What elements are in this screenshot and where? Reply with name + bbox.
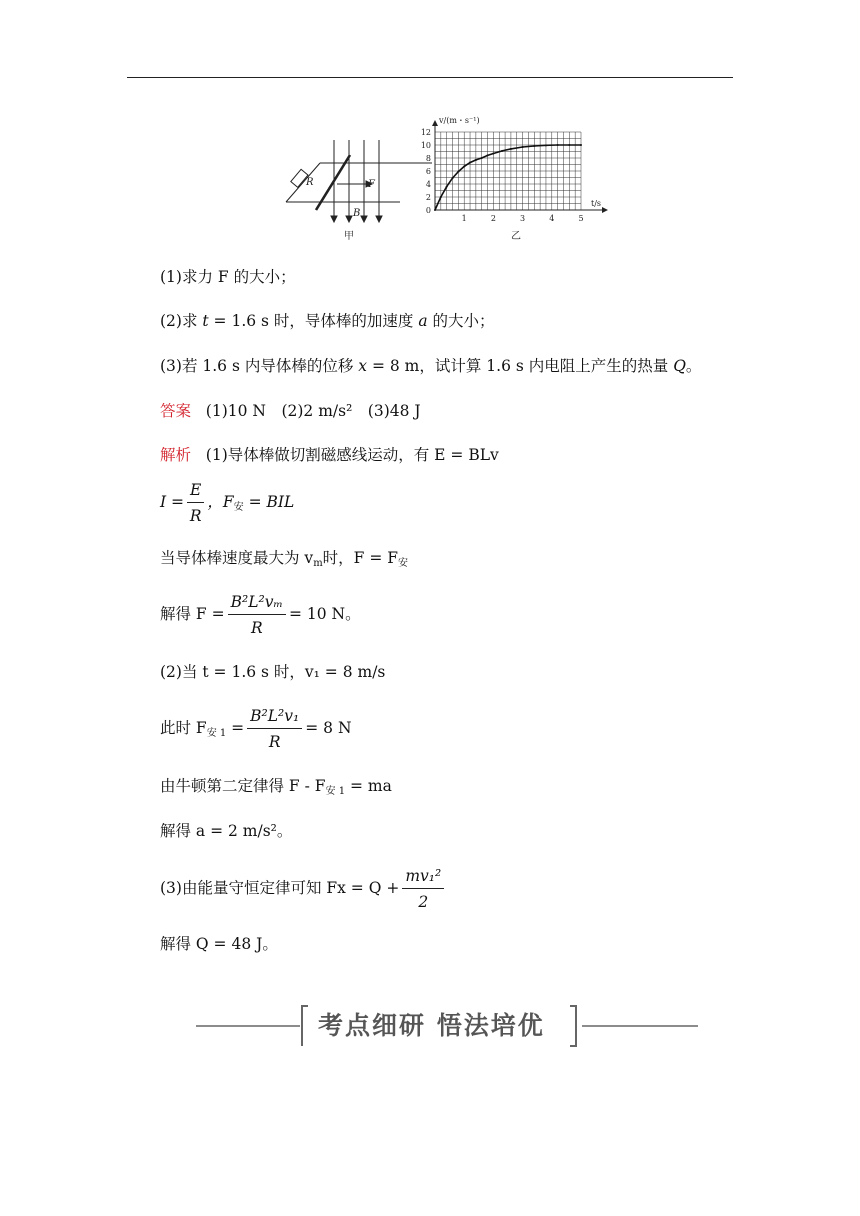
y-tick-label: 6 <box>425 167 431 176</box>
caption-yi: 乙 <box>511 231 521 242</box>
vt-data-point <box>557 144 559 146</box>
analysis-line-8: 解得 a = 2 m/s²。 <box>160 822 293 840</box>
caption-jia: 甲 <box>344 231 354 242</box>
vt-data-point <box>446 186 448 188</box>
label-r: R <box>306 177 314 188</box>
question-2: (2)求 t = 1.6 s 时，导体棒的加速度 a 的大小； <box>160 312 495 330</box>
analysis-line-1: 解析 (1)导体棒做切割磁感线运动，有 E = BLv <box>160 446 499 464</box>
analysis-line-7: 由牛顿第二定律得 F - $F_{安 1}$ = ma <box>160 777 392 797</box>
vt-data-point <box>440 196 442 198</box>
analysis-label: 解析 <box>160 446 192 464</box>
vt-graph <box>421 116 608 223</box>
question-3: (3)若 1.6 s 内导体棒的位移 x = 8 m，试计算 1.6 s 内电阻上产生的热量 Q。 <box>160 357 702 375</box>
question-1: (1)求力 F 的大小； <box>160 268 296 286</box>
section-banner-title: 考点细研 悟法培优 <box>318 1011 545 1040</box>
y-tick-label: 2 <box>425 193 431 202</box>
vt-data-point <box>469 162 471 164</box>
vt-data-point <box>492 152 494 154</box>
vt-data-point <box>568 144 570 146</box>
analysis-line-10: 解得 Q = 48 J。 <box>160 935 278 953</box>
y-tick-label: 8 <box>425 154 431 163</box>
vt-data-point <box>481 157 483 159</box>
vt-data-point <box>501 150 503 152</box>
header-rule <box>127 77 733 78</box>
vt-data-point <box>510 148 512 150</box>
y-tick-label: 0 <box>425 206 431 215</box>
y-tick-label: 10 <box>420 141 431 150</box>
vt-data-point <box>545 144 547 146</box>
vt-data-point <box>434 209 436 211</box>
analysis-line-3: 当导体棒速度最大为 $v_m$时，$F = F_安$ <box>160 549 409 569</box>
y-axis-label: v/(m・s⁻¹) <box>439 116 480 125</box>
label-f: F <box>368 179 375 190</box>
vt-data-point <box>533 145 535 147</box>
y-tick-label: 4 <box>425 180 431 189</box>
analysis-line-5: (2)当 t = 1.6 s 时，v₁ = 8 m/s <box>160 663 386 681</box>
x-tick-label: 3 <box>520 214 526 223</box>
x-tick-label: 4 <box>549 214 555 223</box>
answer-line <box>160 400 421 422</box>
y-tick-label: 12 <box>420 128 431 137</box>
answer-text: (1)10 N (2)2 m/s² (3)48 J <box>205 402 421 420</box>
label-b: B <box>353 208 361 219</box>
x-tick-label: 1 <box>461 214 467 223</box>
analysis-line-9: (3)由能量守恒定律可知 Fx = Q + $\frac{\text{mv₁²}}{2}$ <box>160 866 447 912</box>
x-tick-label: 5 <box>578 214 584 223</box>
x-tick-label: 2 <box>490 214 496 223</box>
physics-figure <box>282 112 612 247</box>
vt-data-point <box>475 159 477 161</box>
vt-data-point <box>452 177 454 179</box>
vt-data-point <box>463 165 465 167</box>
analysis-line-2: I = $\frac{E}{R}$ ，$F_安$ = BIL <box>160 481 295 525</box>
vt-data-point <box>580 144 582 146</box>
vt-data-point <box>457 171 459 173</box>
x-axis-label: t/s <box>591 199 602 208</box>
answer-label: 答案 <box>160 402 192 420</box>
vt-data-point <box>487 154 489 156</box>
analysis-line-6: 此时 $F_{安 1}$ = $\frac{\text{B²L²v₁}}{R}$ = 8 N <box>160 707 352 751</box>
vt-data-point <box>522 146 524 148</box>
analysis-line-4: 解得 F = $\frac{\text{B²L²vₘ}}{R}$ = 10 N。 <box>160 593 361 637</box>
